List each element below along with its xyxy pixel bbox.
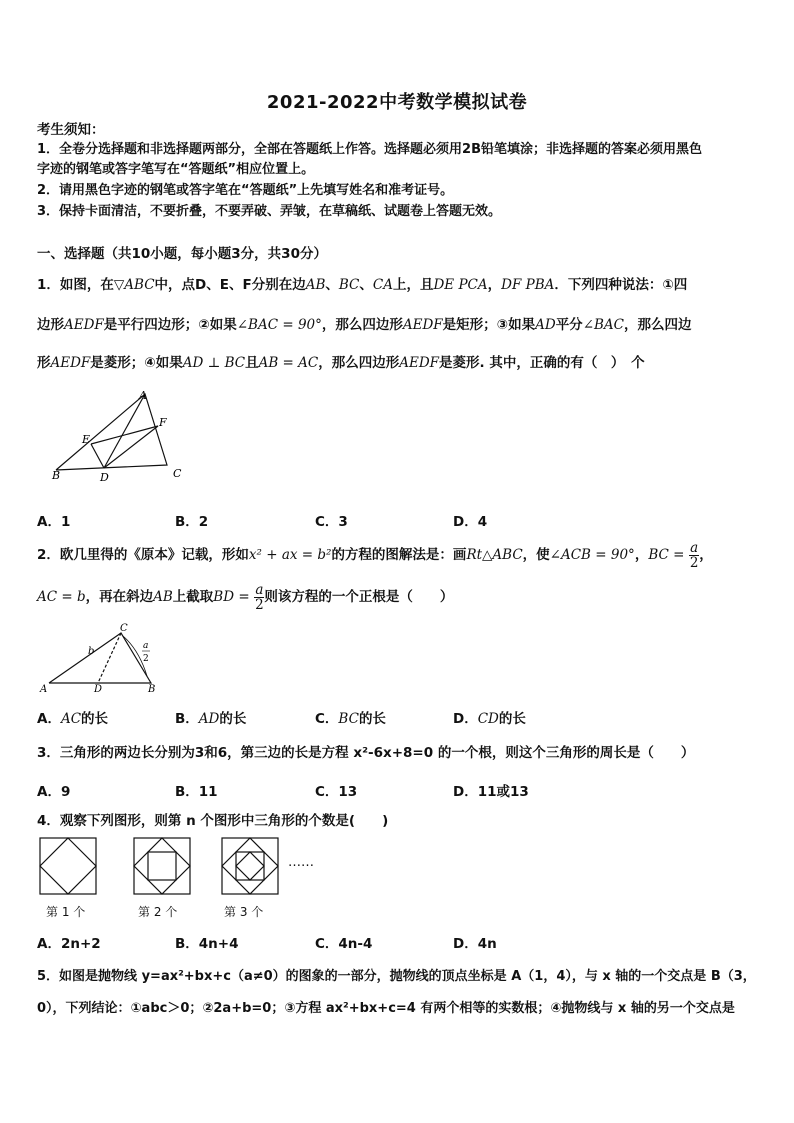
q3-option-d[interactable]: D．11或13 [453, 784, 529, 800]
q4-caption-3: 第 3 个 [224, 905, 264, 919]
q1-option-b[interactable]: B．2 [175, 514, 209, 530]
q1-option-d[interactable]: D．4 [453, 514, 488, 530]
q4-text: 4．观察下列图形，则第 n 个图形中三角形的个数是( ) [37, 813, 389, 829]
q2-right-triangle-figure [37, 622, 167, 694]
q2-option-a[interactable]: A．AC的长 [37, 711, 109, 727]
q1-label-b: B [52, 469, 61, 482]
q2-label-b: B [148, 684, 156, 694]
q3-option-a[interactable]: A．9 [37, 784, 71, 800]
section-heading: 一、选择题（共10小题，每小题3分，共30分） [37, 246, 327, 262]
notice-item-1: 1．全卷分选择题和非选择题两部分，全部在答题纸上作答。选择题必须用2B铅笔填涂；非选择题的答案必须用黑色 [37, 142, 703, 157]
q4-figure-1 [38, 836, 100, 896]
q2-option-c[interactable]: C．BC的长 [315, 711, 386, 727]
q4-ellipsis: …… [288, 855, 314, 870]
notice-item-3: 3．保持卡面清洁，不要折叠，不要弄破、弄皱，在草稿纸、试题卷上答题无效。 [37, 204, 502, 219]
q2-label-b-side: b [88, 646, 95, 657]
q4-figure-2 [132, 836, 194, 896]
q2-label-d: D [94, 684, 103, 694]
q1-option-c[interactable]: C．3 [315, 514, 348, 530]
q4-option-b[interactable]: B．4n+4 [175, 936, 239, 952]
page-title: 2021-2022中考数学模拟试卷 [266, 92, 528, 113]
q1-option-a[interactable]: A．1 [37, 514, 71, 530]
q3-option-b[interactable]: B．11 [175, 784, 218, 800]
notice-item-1-cont: 字迹的钢笔或答字笔写在“答题纸”相应位置上。 [37, 162, 315, 177]
q3-option-c[interactable]: C．13 [315, 784, 358, 800]
q1-label-f: F [159, 416, 167, 429]
q1-line-3: 形AEDF是菱形；④如果AD ⊥ BC且AB = AC，那么四边形AEDF是菱形. 其中，正确的有（ ） 个 [37, 355, 645, 371]
q4-option-d[interactable]: D．4n [453, 936, 497, 952]
q2-line-1: 2．欧几里得的《原本》记载，形如x² + ax = b²的方程的图解法是：画Rt△ABC，使∠ACB = 90°，BC = $\frac{a}{2}$ ， [37, 539, 713, 571]
q1-line-1: 1．如图，在▽ABC中，点D、E、F分别在边AB、BC、CA上，且DE PCA，DF PBA．下列四种说法：①四 [37, 277, 688, 293]
q2-label-a: A [40, 684, 48, 694]
notice-item-2: 2．请用黑色字迹的钢笔或答字笔在“答题纸”上先填写姓名和准考证号。 [37, 183, 454, 198]
q4-option-a[interactable]: A．2n+2 [37, 936, 101, 952]
q5-line-1: 5．如图是抛物线 y=ax²+bx+c（a≠0）的图象的一部分，抛物线的顶点坐标是 A（1，4），与 x 轴的一个交点是 B（3， [37, 969, 756, 984]
q1-label-c: C [173, 467, 182, 480]
q2-label-c: C [120, 623, 128, 634]
q2-option-b[interactable]: B．AD的长 [175, 711, 247, 727]
q1-label-e: E [82, 433, 91, 446]
q2-fraction-a-over-2: $\frac{a}{2}$ [689, 539, 699, 571]
q2-option-d[interactable]: D．CD的长 [453, 711, 526, 727]
q1-triangle-figure [45, 385, 195, 485]
q2-label-two: 2 [143, 654, 149, 664]
q3-text: 3．三角形的两边长分别为3和6，第三边的长是方程 x²-6x+8=0 的一个根，则这个三角形的周长是（ ） [37, 745, 695, 761]
q2-fraction-a-over-2-bd: $\frac{a}{2}$ [255, 581, 264, 613]
q2-line-2: AC = b，再在斜边AB上截取BD = $\frac{a}{2}$ 则该方程的一个正根是（ ） [37, 581, 454, 613]
q2-label-a-side: a [143, 641, 149, 651]
q1-line-2: 边形AEDF是平行四边形；②如果∠BAC = 90°，那么四边形AEDF是矩形；③如果AD平分∠BAC，那么四边 [37, 317, 692, 333]
q4-caption-2: 第 2 个 [138, 905, 178, 919]
notice-heading: 考生须知： [37, 122, 105, 138]
q1-label-a: A [139, 389, 147, 402]
q4-figure-3 [220, 836, 282, 896]
q4-caption-1: 第 1 个 [46, 905, 86, 919]
q1-label-d: D [100, 471, 109, 484]
q4-option-c[interactable]: C．4n-4 [315, 936, 373, 952]
q5-line-2: 0），下列结论：①abc＞0；②2a+b=0；③方程 ax²+bx+c=4 有两个相等的实数根；④抛物线与 x 轴的另一个交点是 [37, 1001, 735, 1016]
